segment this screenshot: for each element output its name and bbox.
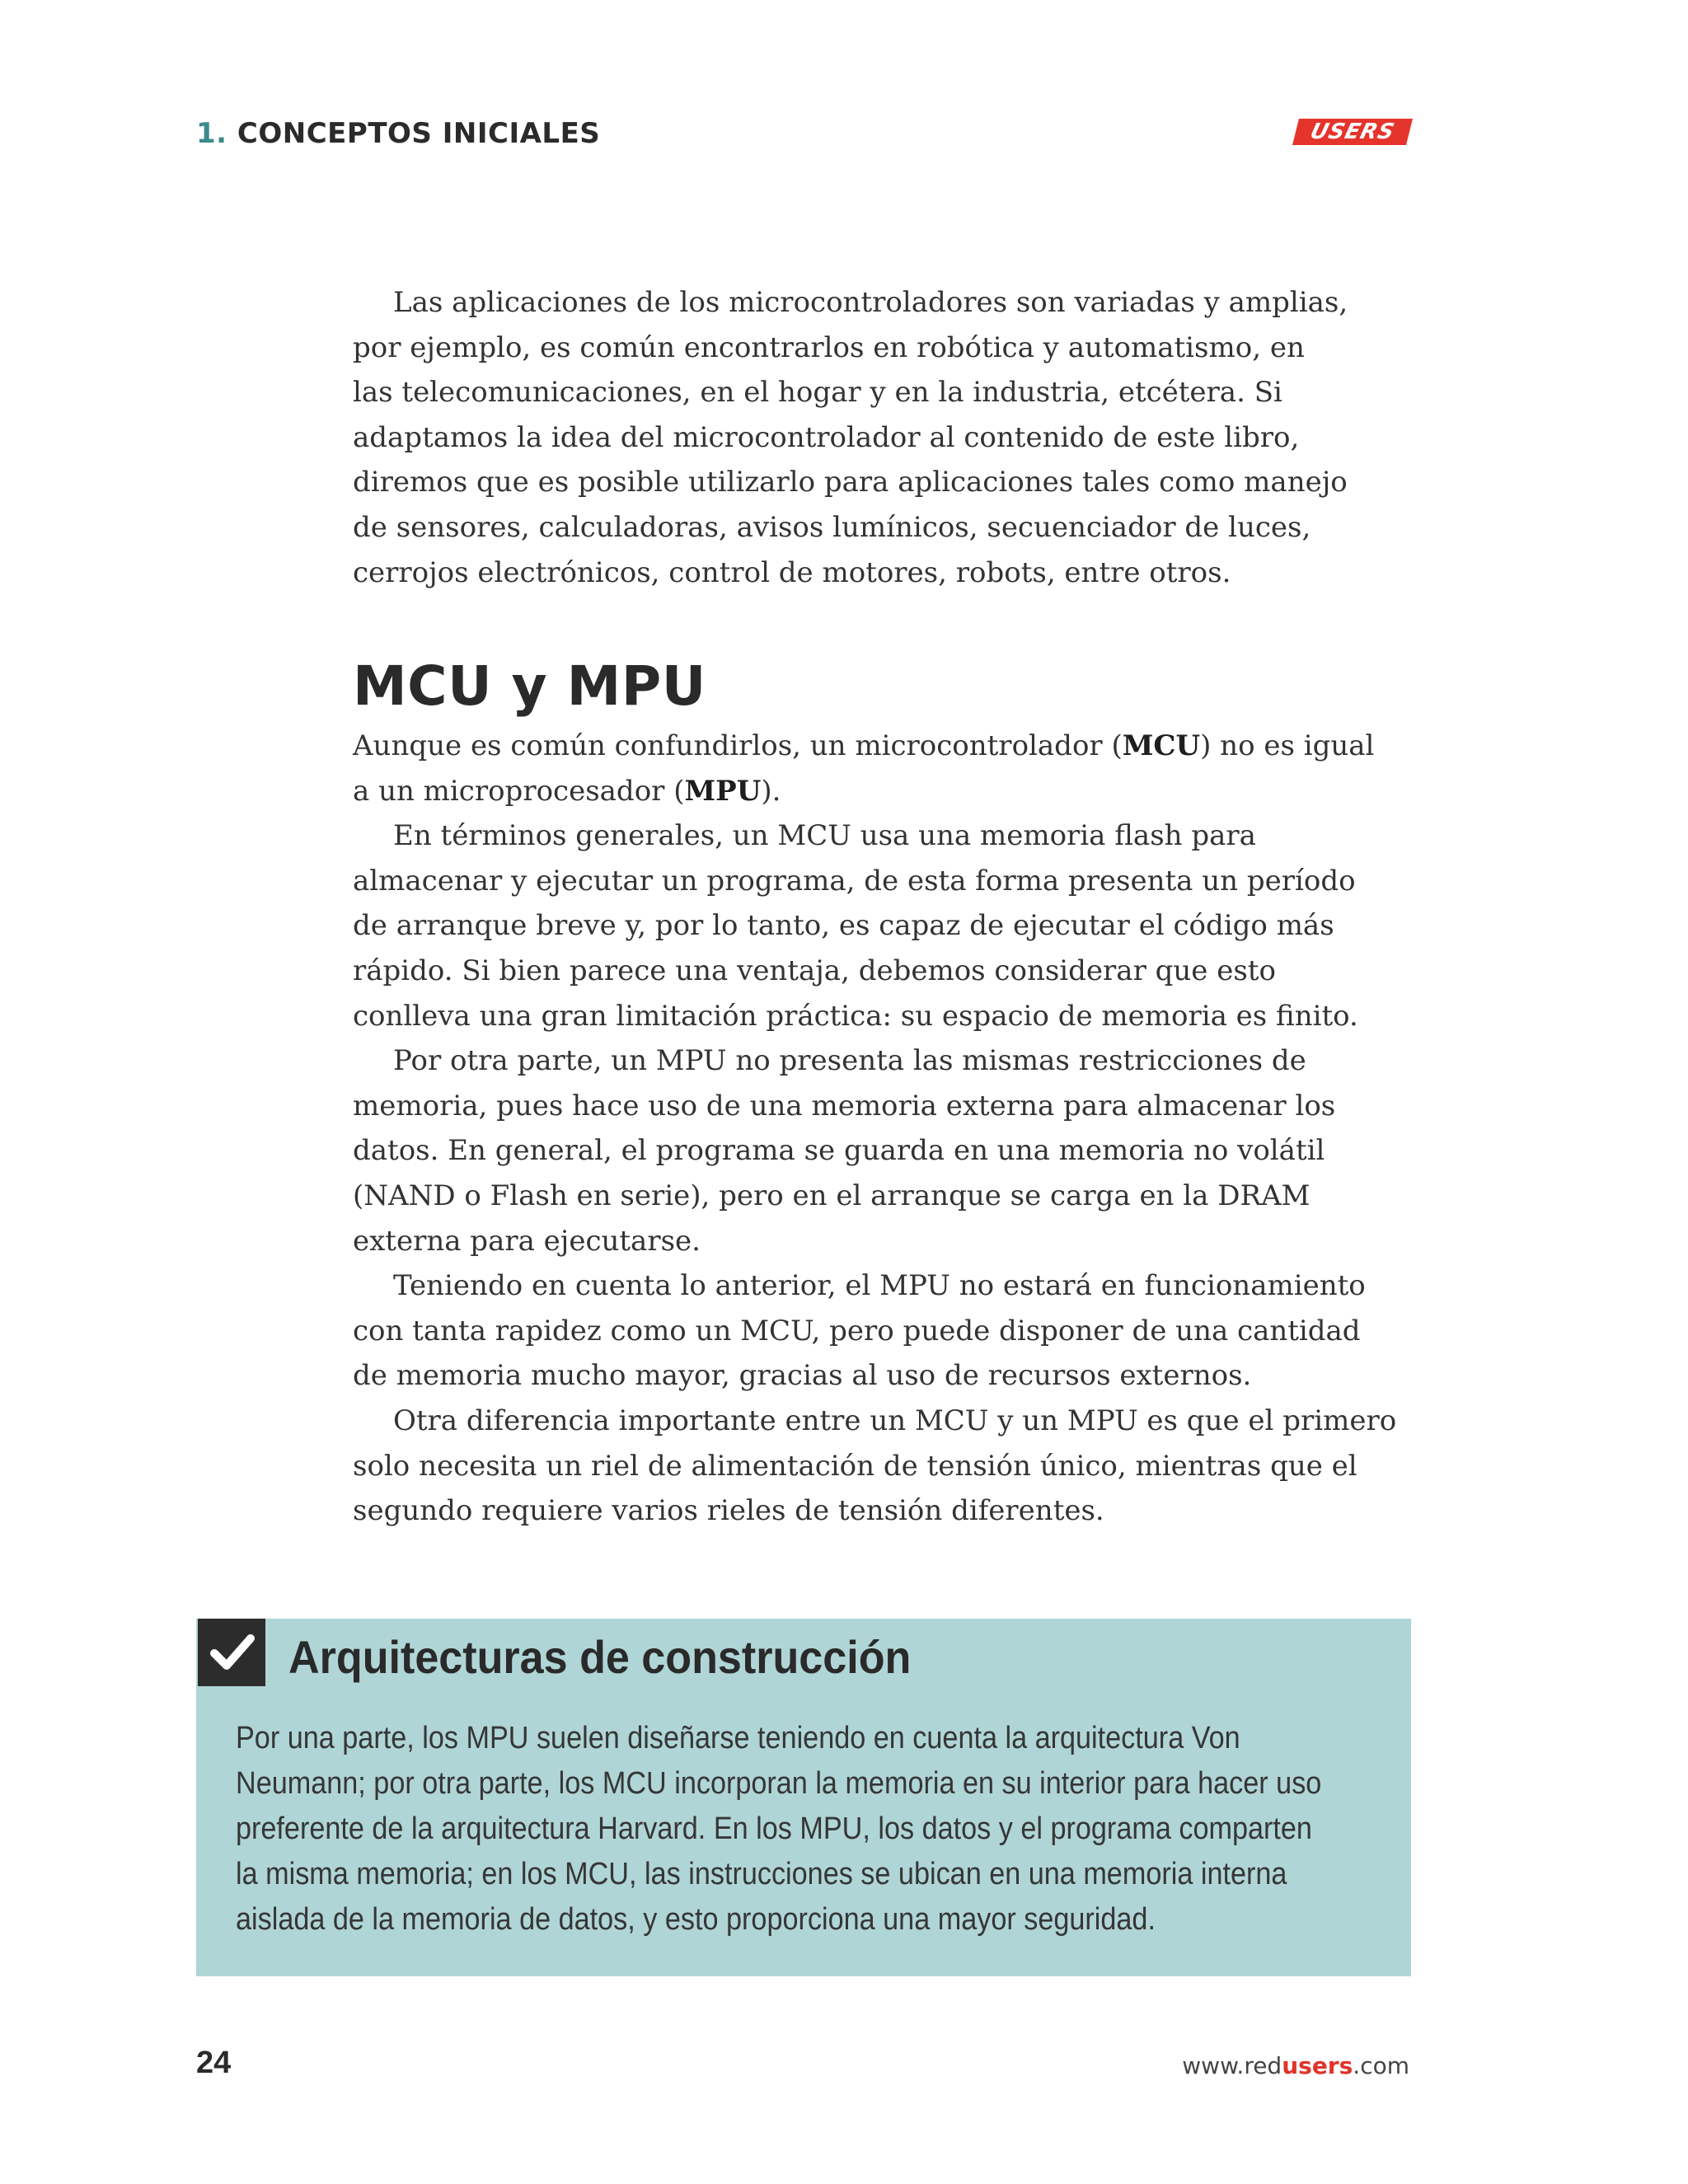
intro-paragraph (353, 280, 1416, 595)
chapter-title: CONCEPTOS INICIALES (237, 117, 601, 150)
chapter-heading (196, 117, 600, 150)
section-title: MCU y MPU (353, 654, 706, 718)
paragraph-mcu-memory: En términos generales, un MCU usa una memoria flash para almacenar y ejecutar un programa, de esta forma presenta un período de arranque breve y, por lo tanto, es capaz de ejecutar el código más rápido. Si bien parece una ventaja, debemos considerar que esto conlleva una gran limitación práctica: su espacio de memoria es finito. (353, 819, 1358, 1033)
website-url: www.redusers.com (1182, 2052, 1409, 2079)
paragraph-speed: Teniendo en cuenta lo anterior, el MPU no estará en funcionamiento con tanta rapidez como un MCU, pero puede disponer de una cantidad de memoria mucho mayor, gracias al uso de recursos externos. (353, 1269, 1366, 1393)
checkmark-icon (198, 1619, 265, 1686)
term-mcu: MCU (1122, 729, 1201, 762)
mcu-mpu-section (353, 649, 1416, 1534)
term-mpu: MPU (684, 774, 762, 808)
chapter-number: 1. (196, 117, 227, 150)
paragraph-definition: Aunque es común confundirlos, un microcontrolador (MCU) no es igual a un microprocesador (MPU). (353, 729, 1375, 808)
info-box-title: Arquitecturas de construcción (288, 1631, 912, 1683)
info-box (196, 1619, 1411, 1976)
logo-text: USERS (1307, 120, 1398, 144)
users-logo (1292, 119, 1413, 145)
intro-text: Las aplicaciones de los microcontroladores son variadas y amplias, por ejemplo, es común encontrarlos en robótica y automatismo, en las telecomunicaciones, en el hogar y en la industria, etcétera. Si adaptamos la idea del microcontrolador al contenido de este libro, diremos que es posible utilizarlo para aplicaciones tales como manejo de sensores, calculadoras, avisos lumínicos, secuenciador de luces, cerrojos electrónicos, control de motores, robots, entre otros. (353, 286, 1348, 589)
page-number: 24 (196, 2046, 232, 2080)
info-box-text: Por una parte, los MPU suelen diseñarse teniendo en cuenta la arquitectura Von Neumann; por otra parte, los MCU incorporan la memoria en su interior para hacer uso preferente de la arquitectura Harvard. En los MPU, los datos y el programa comparten la misma memoria; en los MCU, las instrucciones se ubican en una memoria interna aislada de la memoria de datos, y esto proporciona una mayor seguridad. (236, 1721, 1322, 1937)
paragraph-mpu-memory: Por otra parte, un MPU no presenta las mismas restricciones de memoria, pues hace uso de una memoria externa para almacenar los datos. En general, el programa se guarda en una memoria no volátil (NAND o Flash en serie), pero en el arranque se carga en la DRAM externa para ejecutarse. (353, 1044, 1336, 1258)
page-header (196, 115, 1409, 157)
paragraph-power: Otra diferencia importante entre un MCU y un MPU es que el primero solo necesita un riel de alimentación de tensión único, mientras que el segundo requiere varios rieles de tensión diferentes. (353, 1404, 1397, 1528)
